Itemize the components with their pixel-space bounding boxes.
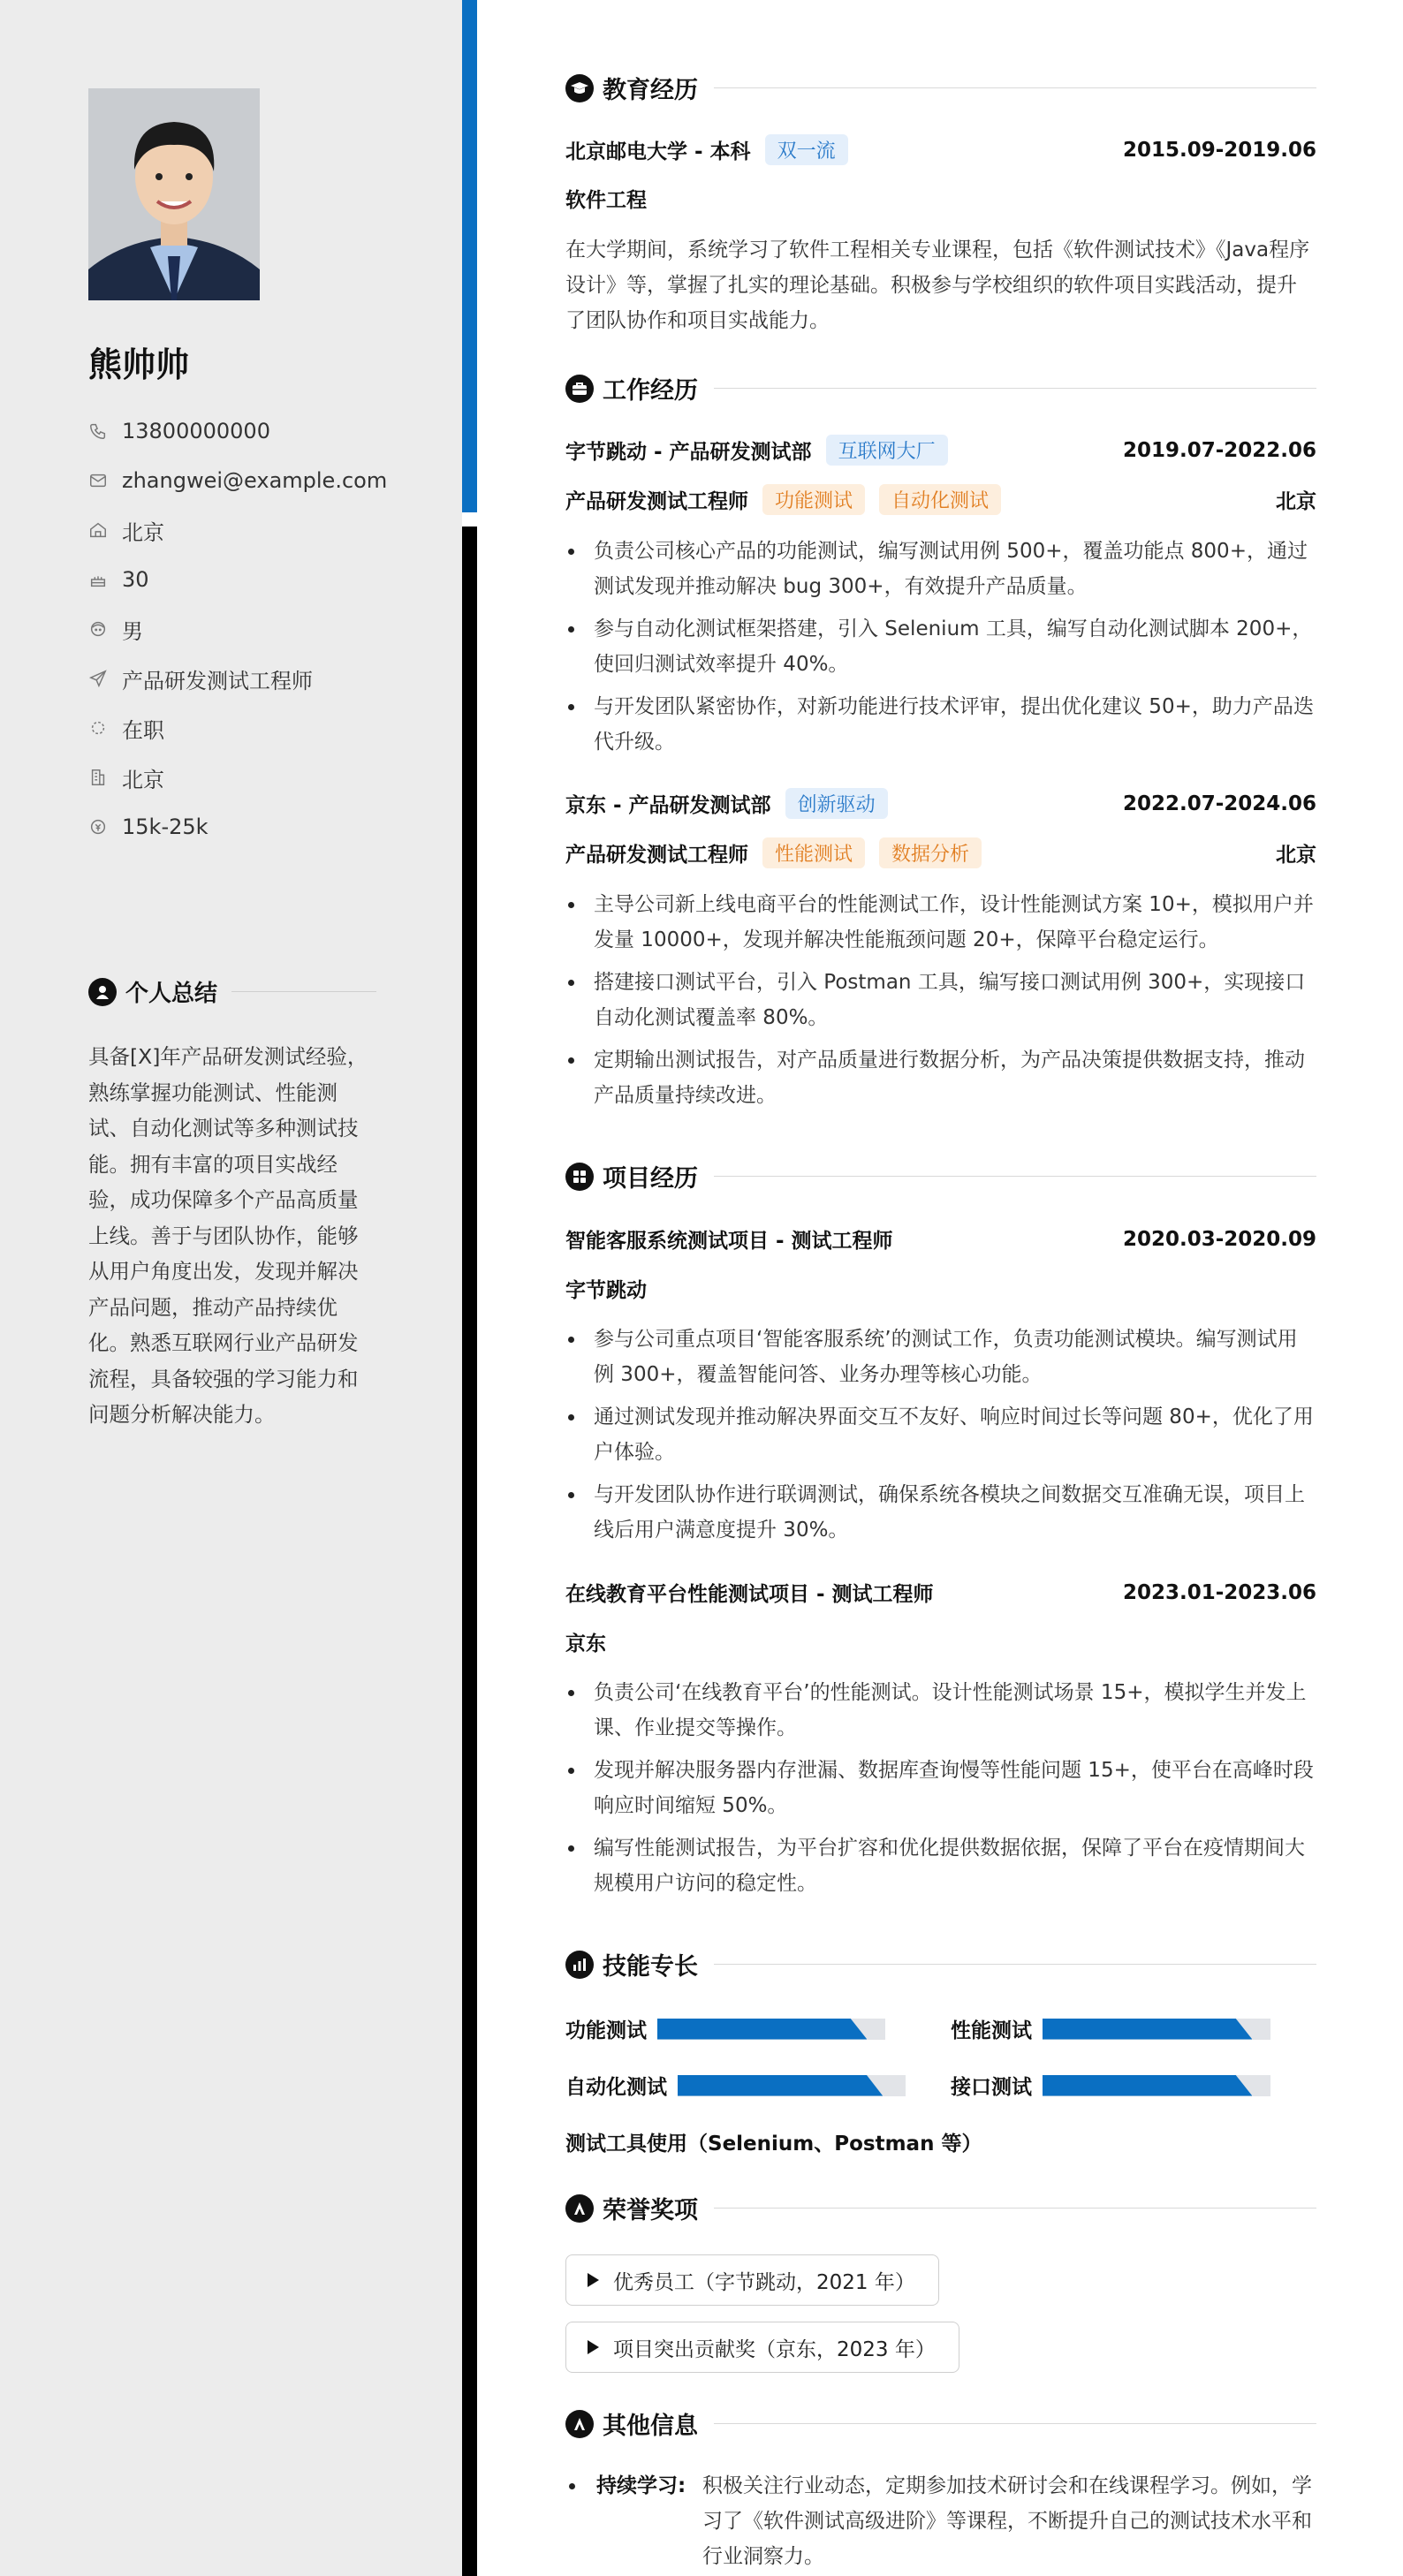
city-item [88, 753, 387, 802]
award-item[interactable] [565, 2322, 959, 2373]
award-text: 优秀员工（字节跳动，2021 年） [613, 2270, 915, 2294]
work-section-title [565, 371, 1316, 405]
loading-icon [88, 718, 108, 738]
award-icon [565, 2194, 594, 2223]
divider [231, 991, 376, 992]
skill-bar [657, 2019, 885, 2040]
project-org: 字节跳动 [565, 1279, 647, 1302]
list-item: 通过测试发现并推动解决界面交互不友好、响应时间过长等问题 80+，优化了用户体验。 [565, 1399, 1316, 1470]
list-item: 发现并解决服务器内存泄漏、数据库查询慢等性能问题 15+，使平台在高峰时段响应时间缩短 50%。 [565, 1753, 1316, 1823]
job-city: 北京 [1276, 844, 1316, 867]
briefcase-icon [565, 375, 594, 403]
skill-bar [1043, 2019, 1270, 2040]
skills-section-title [565, 1947, 1316, 1981]
status-text: 在职 [122, 717, 164, 743]
job-role: 产品研发测试工程师 [565, 490, 748, 513]
skill-name: 性能测试 [951, 2019, 1032, 2042]
contact-list [88, 406, 387, 852]
building-icon [88, 768, 108, 787]
company-name: 字节跳动 - 产品研发测试部 [565, 441, 812, 464]
list-item: 负责公司‘在线教育平台’的性能测试。设计性能测试场景 15+，模拟学生并发上课、作业提交等操作。 [565, 1675, 1316, 1746]
awards-section-title [565, 2191, 1316, 2225]
education-title-text: 教育经历 [603, 77, 698, 104]
skill-tag: 性能测试 [762, 837, 865, 868]
major-row [565, 184, 1316, 213]
skill-name: 自动化测试 [565, 2076, 667, 2099]
skill-tag: 自动化测试 [879, 484, 1001, 515]
project-org: 京东 [565, 1633, 606, 1655]
education-period: 2015.09-2019.06 [1122, 138, 1316, 162]
tools-text: 测试工具使用（Selenium、Postman 等） [565, 2133, 982, 2156]
user-icon [88, 978, 117, 1006]
location-text: 北京 [122, 519, 164, 545]
awards-title-text: 荣誉奖项 [603, 2197, 698, 2224]
list-item: 编写性能测试报告，为平台扩容和优化提供数据依据，保障了平台在疫情期间大规模用户访问的稳定性。 [565, 1830, 1316, 1901]
projects-section-title [565, 1159, 1316, 1193]
award-item[interactable] [565, 2254, 939, 2306]
list-item: 负责公司核心产品的功能测试，编写测试用例 500+，覆盖功能点 800+，通过测试发现并推动解决 bug 300+，有效提升产品质量。 [565, 534, 1316, 604]
job-period: 2019.07-2022.06 [1122, 438, 1316, 462]
skill-item [951, 2014, 1270, 2043]
job-role-row [565, 837, 1316, 868]
skill-item [565, 2071, 906, 2100]
info-icon [565, 2410, 594, 2438]
summary-section-title [88, 975, 376, 1008]
skill-item [951, 2071, 1270, 2100]
accent-bar-black [462, 527, 477, 2576]
candidate-name: 熊帅帅 [88, 345, 190, 384]
project-name: 智能客服系统测试项目 - 测试工程师 [565, 1230, 893, 1253]
skill-bar [678, 2075, 906, 2096]
job-period: 2022.07-2024.06 [1122, 792, 1316, 815]
apps-icon [565, 1163, 594, 1191]
divider [714, 2208, 1316, 2209]
face-icon [88, 619, 108, 639]
education-desc: 在大学期间，系统学习了软件工程相关专业课程，包括《软件测试技术》《Java程序设计》等，掌握了扎实的理论基础。积极参与学校组织的软件项目实践活动，提升了团队协作和项目实战能力。 [565, 239, 1310, 332]
skill-bar-fill [678, 2075, 883, 2096]
other-title-text: 其他信息 [603, 2413, 698, 2440]
job-role: 产品研发测试工程师 [565, 844, 748, 867]
school-name: 北京邮电大学 - 本科 [565, 140, 751, 163]
company-tag: 创新驱动 [785, 788, 888, 819]
age-item [88, 555, 387, 604]
project-org-row [565, 1627, 1316, 1656]
skill-bar-fill [1043, 2075, 1252, 2096]
skill-item [565, 2014, 885, 2043]
list-item: 与开发团队协作进行联调测试，确保系统各模块之间数据交互准确无误，项目上线后用户满意度提升 30%。 [565, 1477, 1316, 1548]
project-bullets [565, 1675, 1316, 1908]
phone-icon [88, 421, 108, 441]
cake-icon [88, 570, 108, 589]
job-header [565, 788, 1316, 819]
graduation-cap-icon [565, 74, 594, 102]
salary-text: 15k-25k [122, 814, 209, 839]
email-text: zhangwei@example.com [122, 468, 388, 493]
project-name: 在线教育平台性能测试项目 - 测试工程师 [565, 1583, 934, 1606]
list-item: 参与自动化测试框架搭建，引入 Selenium 工具，编写自动化测试脚本 200+，使回归测试效率提升 40%。 [565, 611, 1316, 682]
job-bullets [565, 887, 1316, 1120]
coin-icon [88, 817, 108, 837]
skill-tag: 数据分析 [879, 837, 982, 868]
list-item: 搭建接口测试平台，引入 Postman 工具，编写接口测试用例 300+，实现接口自动化测试覆盖率 80%。 [565, 965, 1316, 1035]
send-icon [88, 669, 108, 688]
project-period: 2023.01-2023.06 [1122, 1580, 1316, 1604]
job-role-row [565, 484, 1316, 515]
education-header [565, 134, 1316, 165]
skill-tag: 功能测试 [762, 484, 865, 515]
divider [714, 2423, 1316, 2424]
accent-bar-blue [462, 0, 477, 512]
list-item: 参与公司重点项目‘智能客服系统’的测试工作，负责功能测试模块。编写测试用例 300+，覆盖智能问答、业务办理等核心功能。 [565, 1322, 1316, 1392]
skill-bar [1043, 2075, 1270, 2096]
divider [714, 1176, 1316, 1177]
list-item: 主导公司新上线电商平台的性能测试工作，设计性能测试方案 10+，模拟用户并发量 10000+，发现并解决性能瓶颈问题 20+，保障平台稳定运行。 [565, 887, 1316, 958]
company-name: 京东 - 产品研发测试部 [565, 794, 771, 817]
project-bullets [565, 1322, 1316, 1555]
job-header [565, 435, 1316, 466]
education-section-title [565, 71, 1316, 105]
project-header [565, 1578, 1316, 1607]
skill-bar-fill [1043, 2019, 1252, 2040]
mail-icon [88, 471, 108, 490]
summary-title-text: 个人总结 [125, 981, 218, 1007]
projects-title-text: 项目经历 [603, 1165, 698, 1193]
job-city: 北京 [1276, 490, 1316, 513]
award-text: 项目突出贡献奖（京东，2023 年） [613, 2337, 936, 2361]
summary-text: 具备[X]年产品研发测试经验，熟练掌握功能测试、性能测试、自动化测试等多种测试技能。拥有丰富的项目实战经验，成功保障多个产品高质量上线。善于与团队协作，能够从用户角度出发，发现并解决产品问题，推动产品持续优化。熟悉互联网行业产品研发流程，具备较强的学习能力和问题分析解决能力。 [88, 1044, 368, 1427]
position-text: 产品研发测试工程师 [122, 668, 313, 693]
divider [714, 1964, 1316, 1965]
list-item: 与开发团队紧密协作，对新功能进行技术评审，提出优化建议 50+，助力产品迭代升级。 [565, 689, 1316, 760]
school-tag: 双一流 [765, 134, 848, 165]
major-name: 软件工程 [565, 189, 647, 212]
company-tag: 互联网大厂 [826, 435, 948, 466]
status-item [88, 703, 387, 753]
divider [714, 87, 1316, 88]
tools-row [565, 2127, 1316, 2156]
divider [714, 388, 1316, 389]
bullet-dot [569, 2483, 575, 2489]
work-title-text: 工作经历 [603, 377, 698, 405]
gender-item [88, 604, 387, 654]
email-item [88, 456, 387, 505]
play-icon [588, 2273, 599, 2287]
skill-bar-fill [657, 2019, 867, 2040]
position-item [88, 654, 387, 703]
other-section-title [565, 2406, 1316, 2441]
job-bullets [565, 534, 1316, 767]
list-item: 定期输出测试报告，对产品质量进行数据分析，为产品决策提供数据支持，推动产品质量持续改进。 [565, 1042, 1316, 1113]
project-period: 2020.03-2020.09 [1122, 1227, 1316, 1251]
salary-item [88, 802, 387, 852]
skill-name: 接口测试 [951, 2076, 1032, 2099]
phone-item [88, 406, 387, 456]
other-item [565, 2468, 1316, 2574]
gender-text: 男 [122, 618, 143, 644]
skill-name: 功能测试 [565, 2019, 647, 2042]
home-icon [88, 520, 108, 540]
play-icon [588, 2340, 599, 2354]
project-org-row [565, 1274, 1316, 1303]
project-header [565, 1224, 1316, 1254]
age-text: 30 [122, 567, 149, 592]
other-text: 积极关注行业动态，定期参加技术研讨会和在线课程学习。例如，学习了《软件测试高级进阶》等课程，不断提升自己的测试技术水平和行业洞察力。 [702, 2474, 1312, 2568]
phone-text: 13800000000 [122, 419, 270, 443]
city-text: 北京 [122, 767, 164, 792]
location-item [88, 505, 387, 555]
other-label: 持续学习: [596, 2474, 686, 2497]
bar-chart-icon [565, 1951, 594, 1979]
skills-title-text: 技能专长 [603, 1953, 698, 1981]
avatar [88, 88, 260, 300]
